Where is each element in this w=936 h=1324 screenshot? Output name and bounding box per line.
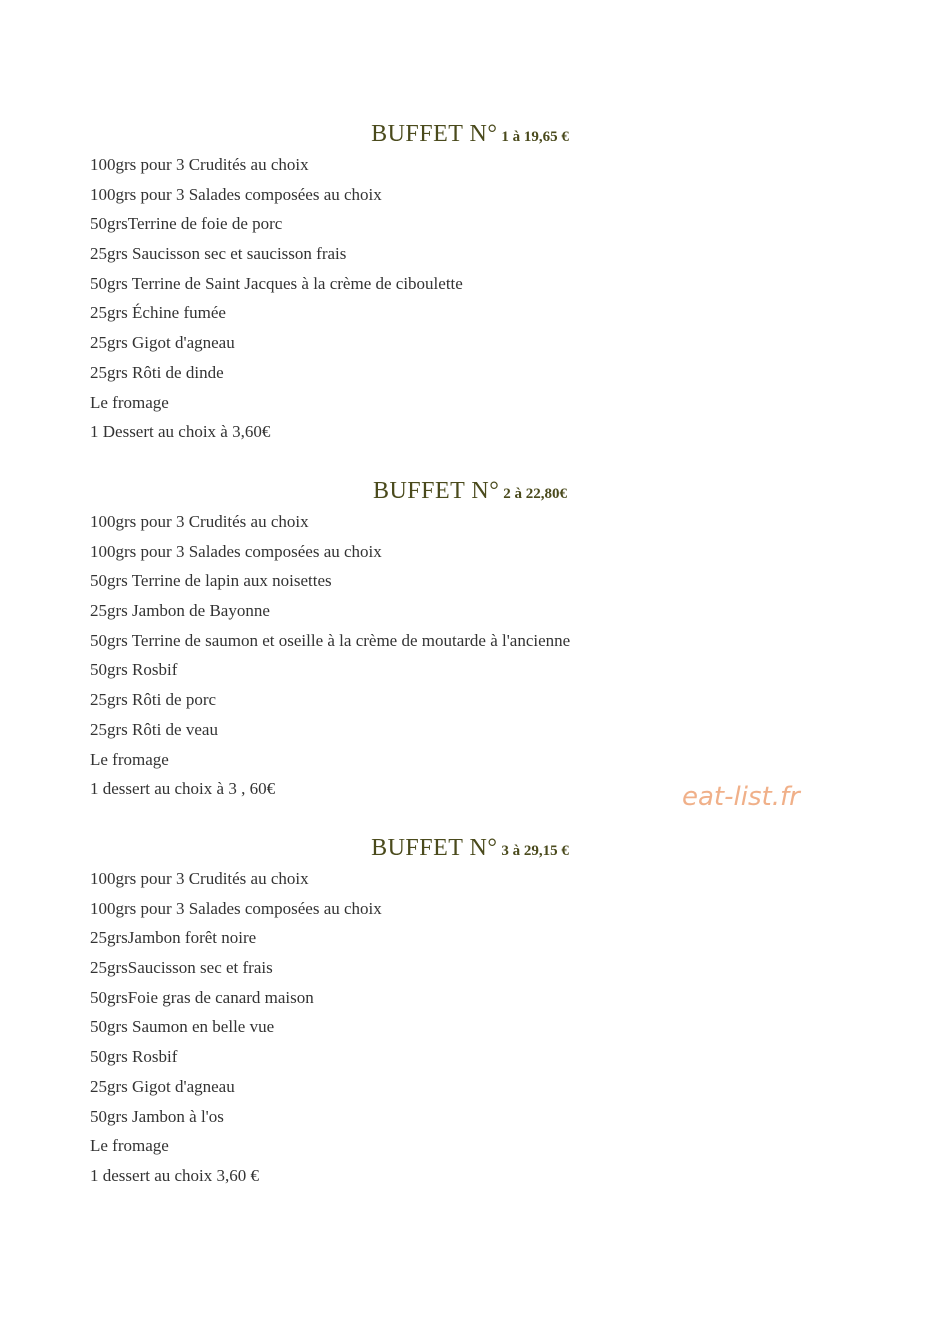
menu-item: Le fromage bbox=[90, 1136, 169, 1156]
buffet-title-1 bbox=[0, 118, 850, 150]
menu-item: 50grs Terrine de Saint Jacques à la crème de ciboulette bbox=[90, 273, 463, 293]
menu-item: 100grs pour 3 Crudités au choix bbox=[90, 869, 309, 888]
buffet-price: 3 à 29,15 € bbox=[501, 843, 569, 859]
buffet-section-1 bbox=[90, 118, 850, 447]
buffet-title-label: BUFFET N° bbox=[371, 121, 498, 147]
menu-item: Le fromage bbox=[90, 749, 169, 769]
menu-item: 25grs Échine fumée bbox=[90, 303, 226, 323]
menu-item: 50grsFoie gras de canard maison bbox=[90, 987, 314, 1007]
menu-item: 25grs Gigot d'agneau bbox=[90, 333, 235, 353]
menu-item: 50grs Rosbif bbox=[90, 660, 178, 680]
menu-item: 25grs Rôti de dinde bbox=[90, 362, 224, 382]
buffet-title-3 bbox=[0, 832, 850, 864]
buffet-items-2 bbox=[90, 507, 850, 804]
menu-item: 25grs Rôti de veau bbox=[90, 719, 218, 739]
menu-item: 25grs Rôti de porc bbox=[90, 690, 217, 710]
watermark-text: eat-list.fr bbox=[682, 782, 800, 812]
menu-item: 50grsTerrine de foie de porc bbox=[90, 214, 283, 234]
menu-item: 100grs pour 3 Crudités au choix bbox=[90, 155, 309, 174]
buffet-price: 2 à 22,80€ bbox=[503, 486, 568, 502]
menu-item: 25grs Saucisson sec et saucisson frais bbox=[90, 244, 347, 264]
menu-item: 50grs Rosbif bbox=[90, 1047, 178, 1067]
menu-item: 1 Dessert au choix à 3,60€ bbox=[90, 422, 271, 442]
menu-item: 1 dessert au choix à 3 , 60€ bbox=[90, 779, 276, 799]
menu-item: 50grs Terrine de saumon et oseille à la crème de moutarde à l'ancienne bbox=[90, 630, 571, 650]
menu-item: 50grs Saumon en belle vue bbox=[90, 1017, 275, 1037]
buffet-title-label: BUFFET N° bbox=[372, 478, 500, 504]
buffet-section-2 bbox=[90, 475, 850, 804]
menu-item: 25grsJambon forêt noire bbox=[90, 928, 257, 948]
menu-item: 100grs pour 3 Salades composées au choix bbox=[90, 898, 382, 918]
buffet-items-3 bbox=[90, 864, 850, 1191]
menu-item: Le fromage bbox=[90, 392, 169, 412]
menu-item: 25grs Gigot d'agneau bbox=[90, 1076, 235, 1096]
menu-item: 25grsSaucisson sec et frais bbox=[90, 958, 273, 978]
buffet-section-3 bbox=[90, 832, 850, 1191]
menu-item: 1 dessert au choix 3,60 € bbox=[90, 1165, 260, 1185]
menu-item: 25grs Jambon de Bayonne bbox=[90, 601, 270, 621]
menu-item: 100grs pour 3 Salades composées au choix bbox=[90, 541, 382, 561]
menu-item: 100grs pour 3 Salades composées au choix bbox=[90, 184, 382, 204]
buffet-items-1 bbox=[90, 150, 850, 447]
buffet-title-label: BUFFET N° bbox=[371, 835, 498, 861]
buffet-title-2 bbox=[0, 475, 850, 507]
menu-item: 50grs Jambon à l'os bbox=[90, 1106, 224, 1126]
menu-item: 100grs pour 3 Crudités au choix bbox=[90, 512, 309, 531]
menu-item: 50grs Terrine de lapin aux noisettes bbox=[90, 571, 332, 591]
buffet-price: 1 à 19,65 € bbox=[501, 129, 569, 145]
